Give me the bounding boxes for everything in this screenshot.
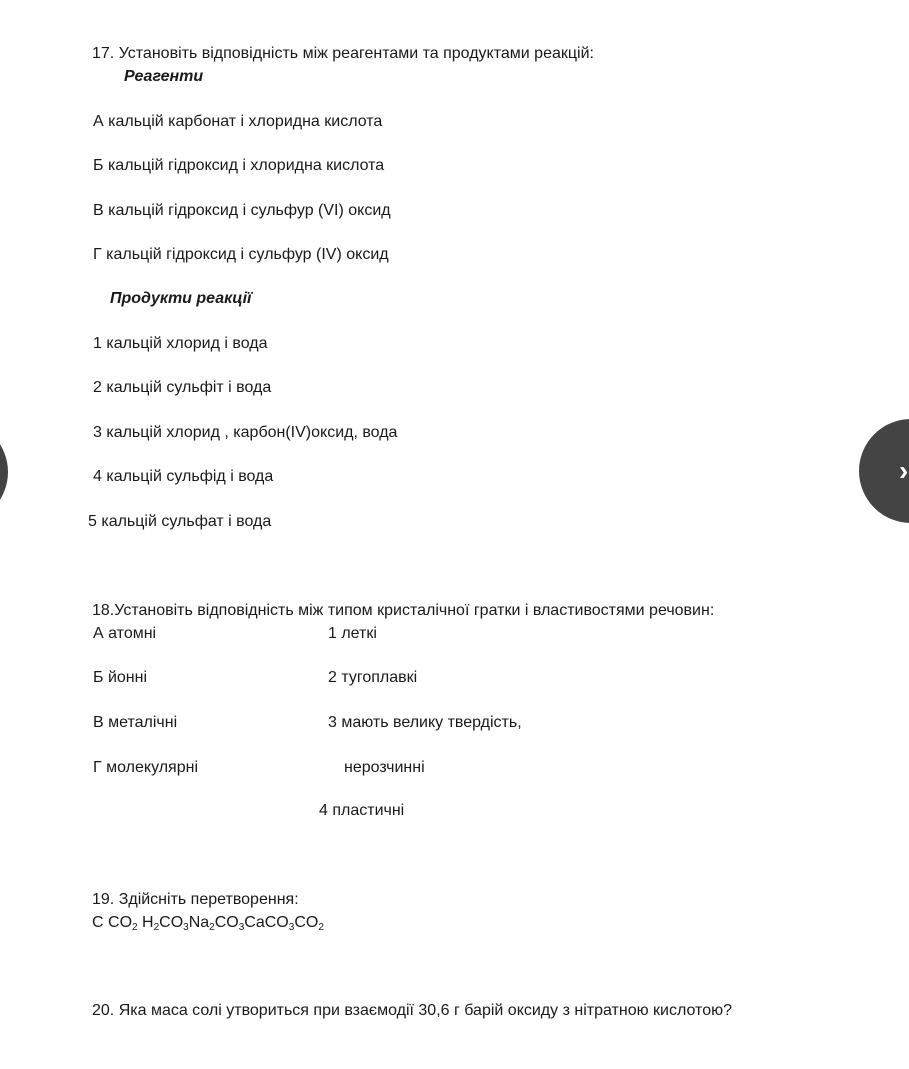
lattice-type-a: А атомні bbox=[93, 625, 157, 642]
product-1: 1 кальцій хлорид і вода bbox=[93, 335, 268, 352]
property-3-cont: нерозчинні bbox=[344, 759, 425, 776]
product-2: 2 кальцій сульфіт і вода bbox=[93, 379, 272, 396]
lattice-type-v: В металічні bbox=[93, 714, 178, 731]
chevron-right-icon: › bbox=[899, 455, 909, 486]
lattice-type-g: Г молекулярні bbox=[93, 759, 199, 776]
reagent-v: В кальцій гідроксид і сульфур (VI) оксид bbox=[93, 202, 391, 219]
products-heading: Продукти реакції bbox=[110, 290, 252, 307]
reagent-a: А кальцій карбонат і хлоридна кислота bbox=[93, 113, 383, 130]
product-4: 4 кальцій сульфід і вода bbox=[93, 468, 274, 485]
property-3: 3 мають велику твердість, bbox=[328, 714, 522, 731]
lattice-type-b: Б йонні bbox=[93, 669, 148, 686]
property-4: 4 пластичні bbox=[319, 802, 405, 819]
next-page-button[interactable] bbox=[859, 419, 909, 523]
product-3: 3 кальцій хлорид , карбон(IV)оксид, вода bbox=[93, 424, 398, 441]
q20-title: 20. Яка маса солі утвориться при взаємодії 30,6 г барій оксиду з нітратною кислотою? bbox=[92, 1002, 732, 1019]
q17-title: 17. Установіть відповідність між реагентами та продуктами реакцій: bbox=[92, 45, 594, 62]
q19-title: 19. Здійсніть перетворення: bbox=[92, 891, 299, 908]
q18-title: 18.Установіть відповідність між типом кристалічної гратки і властивостями речовин: bbox=[92, 602, 715, 619]
reagent-b: Б кальцій гідроксид і хлоридна кислота bbox=[93, 157, 385, 174]
transformation-chain: C $CO_2$ $H_2CO_3Na_2CO_3CaCO_3CO_2$ bbox=[92, 914, 324, 933]
reagents-heading: Реагенти bbox=[124, 68, 204, 85]
property-1: 1 леткі bbox=[328, 625, 377, 642]
property-2: 2 тугоплавкі bbox=[328, 669, 418, 686]
product-5: 5 кальцій сульфат і вода bbox=[88, 513, 272, 530]
prev-page-button[interactable] bbox=[0, 420, 8, 524]
reagent-g: Г кальцій гідроксид і сульфур (IV) оксид bbox=[93, 246, 389, 263]
